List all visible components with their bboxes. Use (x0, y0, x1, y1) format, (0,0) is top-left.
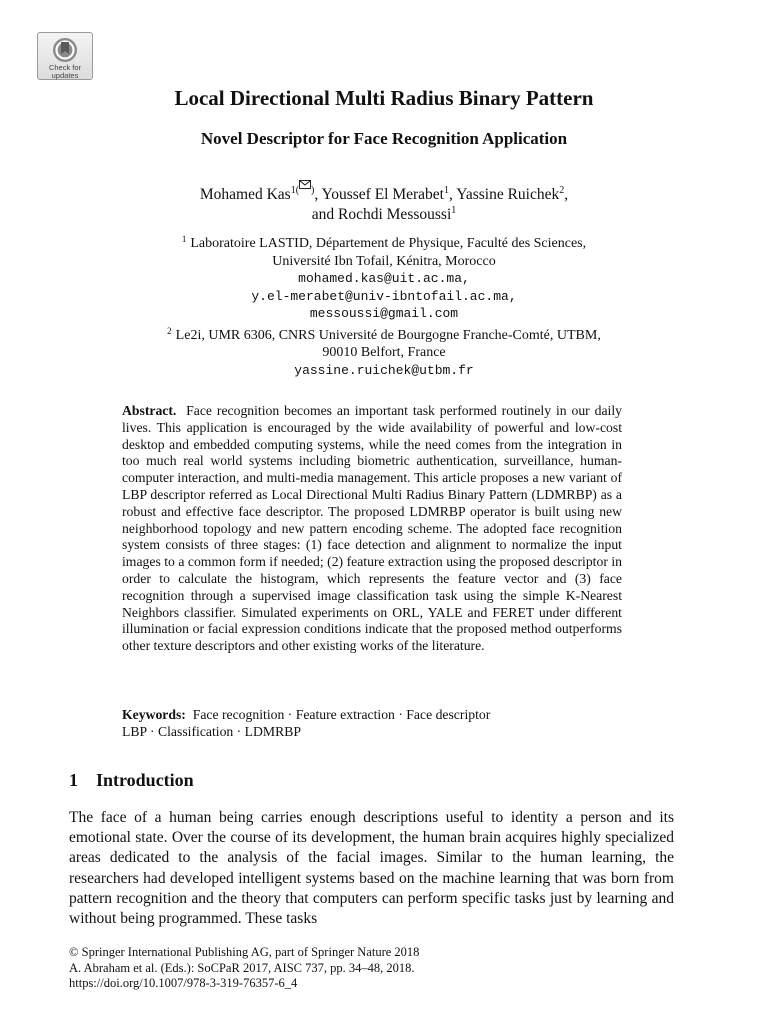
section-heading-introduction: 1 Introduction (69, 770, 194, 790)
email-link[interactable]: messoussi@gmail.com (309, 306, 459, 321)
author-name: Mohamed Kas (199, 186, 291, 204)
bookmark-circle-icon (52, 37, 78, 63)
email-link[interactable]: y.el-merabet@univ-ibntofail.ac.ma, (251, 288, 517, 304)
introduction-paragraph: The face of a human being carries enough descriptions useful to identity a person and its emotional state. Over the course of its development, the human brain acquires highly specialized areas dedicated to the analysis of the facial images. Similar to the human learning, the researchers had developed intelligent systems based on the machine learning that was born from pattern recognition and the theory that computers can perform specific tasks just by learning and without being programmed. These tasks (69, 809, 674, 928)
keywords-label: Keywords: (122, 707, 186, 722)
badge-label: Check for updates (48, 63, 82, 80)
author-name: and Rochdi Messoussi (311, 206, 452, 224)
email-link[interactable]: yassine.ruichek@utbm.fr (294, 362, 474, 378)
paper-title: Local Directional Multi Radius Binary Pattern (174, 86, 594, 110)
envelope-icon[interactable] (299, 180, 311, 189)
affiliation-2-location: 90010 Belfort, France (322, 345, 446, 360)
author-name: Youssef El Merabet (321, 186, 444, 204)
doi-link[interactable]: https://doi.org/10.1007/978-3-319-76357-6_4 (69, 976, 298, 990)
abstract (122, 403, 622, 655)
author-list: Mohamed Kas$^{1( )}$, Youssef El Merabet$^1$, Yassine Ruichek$^2$, and Rochdi Messoussi$^1$ (0, 180, 768, 225)
abstract-label: Abstract. (122, 403, 177, 418)
paper-subtitle: Novel Descriptor for Face Recognition Application (200, 129, 568, 148)
email-link[interactable]: mohamed.kas@uit.ac.ma, (298, 271, 470, 286)
affiliation-2: $^2$ Le2i, UMR 6306, CNRS Université de Bourgogne Franche-Comté, UTBM, (167, 325, 601, 343)
affiliations (0, 231, 768, 379)
affiliation-1: $^1$ Laboratoire LASTID, Département de Physique, Faculté des Sciences, (181, 234, 587, 251)
abstract-text: Face recognition becomes an important task performed routinely in our daily lives. This application is encouraged by the wide availability of powerful and low-cost desktop and embedded computing systems, while the need comes from the integration in too much real world systems including biometric authentication, surveillance, human-computer interaction, and multi-media management. This article proposes a new variant of LBP descriptor referred as Local Directional Multi Radius Binary Pattern (LDMRBP) as a robust and effective face descriptor. The proposed LDMRBP operator is built using new neighborhood topology and new pattern encoding scheme. The adopted face recognition system consists of three stages: (1) face detection and alignment to normalize the input images to a common form if needed; (2) feature extraction using the proposed descriptor in order to calculate the histogram, which represents the feature vector and (3) face recognition through a supervised image classification task using the simple K-Nearest Neighbors classifier. Simulated experiments on ORL, YALE and FERET under different illumination or facial expression conditions indicate that the proposed method outperforms other texture descriptors and other existing works of the literature. (122, 403, 623, 654)
keywords: Keywords: Face recognition · Feature extraction · Face descriptor LBP · Classification · LDMRBP (122, 707, 491, 739)
author-name: Yassine Ruichek (456, 186, 560, 204)
copyright-footer: © Springer International Publishing AG, part of Springer Nature 2018 A. Abraham et al. (Eds.): SoCPaR 2017, AISC 737, pp. 34–48, 2018. https://doi.org/10.1007/978-3-319-76357-6_4 (69, 945, 689, 992)
affiliation-1-location: Université Ibn Tofail, Kénitra, Morocco (272, 253, 496, 269)
check-for-updates-badge[interactable] (37, 32, 93, 80)
